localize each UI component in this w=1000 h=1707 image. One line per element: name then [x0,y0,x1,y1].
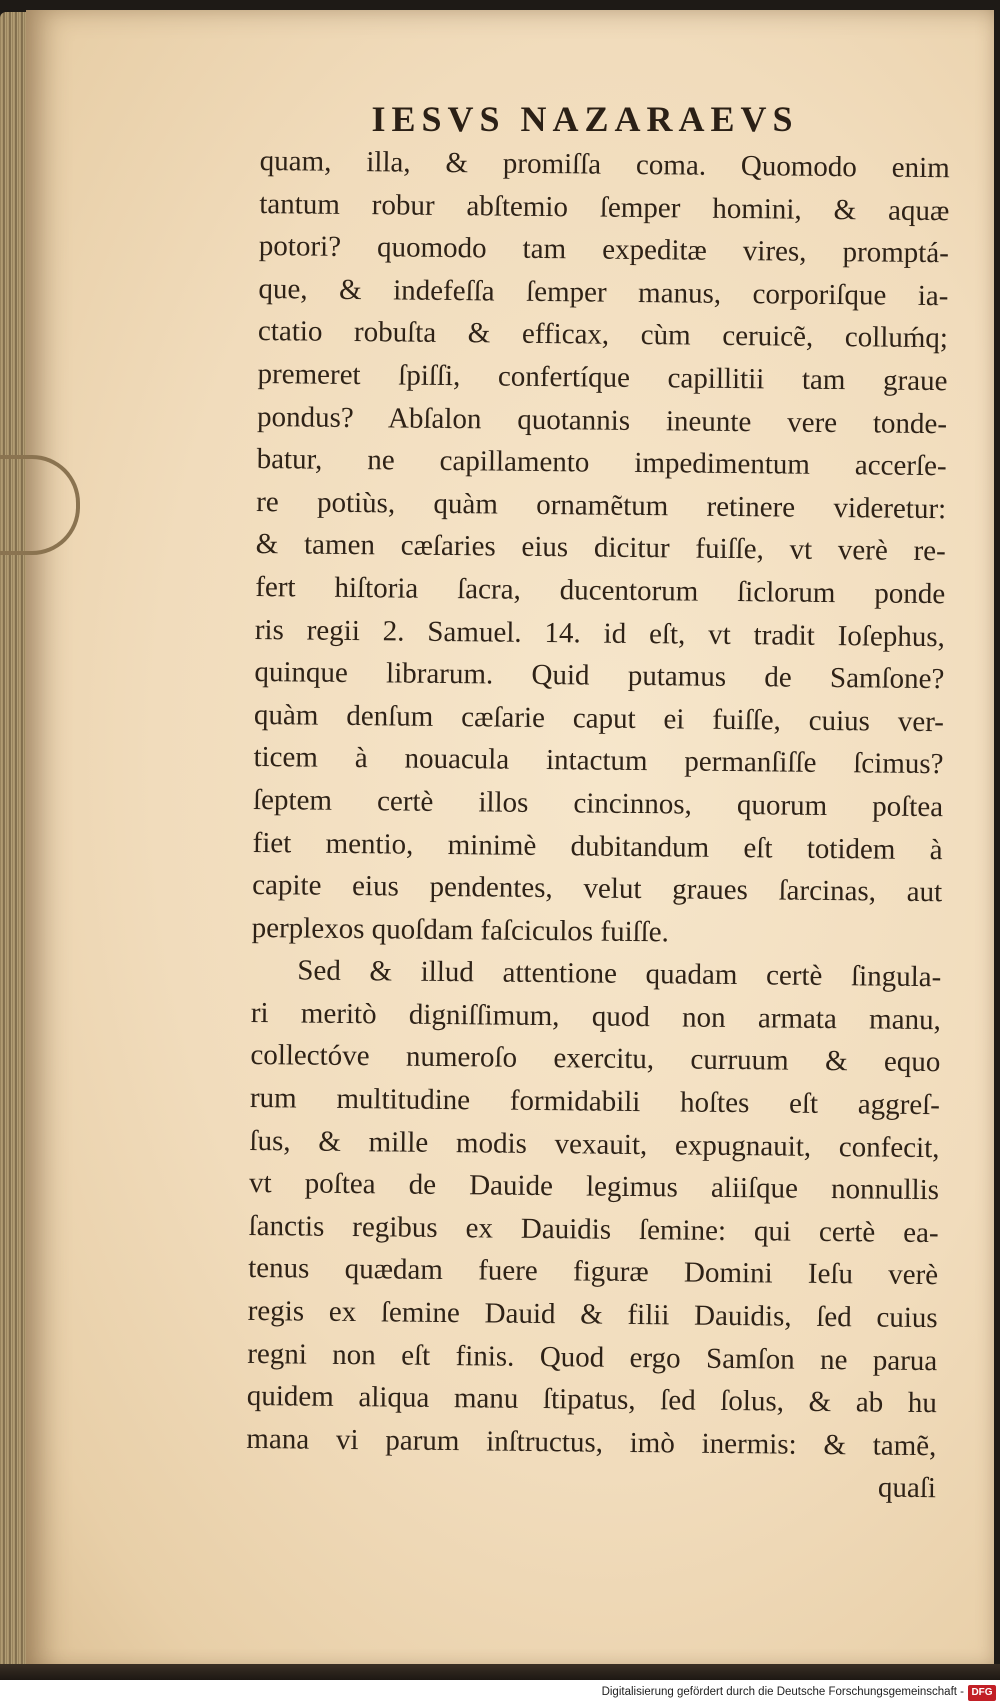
text-line: tenus quædam fuere figuræ Domini Ieſu verè [248,1252,939,1292]
dfg-logo: DFG [968,1685,996,1701]
text-line: quam, illa, & promiſſa coma. Quomodo enim [259,144,950,185]
catchword: quaſi [877,1471,937,1505]
text-line: perplexos quoſdam faſciculos fuiſſe. [251,911,670,949]
text-line: ſanctis regibus ex Dauidis ſemine: qui certè ea- [248,1209,939,1250]
text-line: ris regii 2. Samuel. 14. id eſt, vt tradit Ioſephus, [254,613,946,653]
text-line: collectóve numeroſo exercitu, curruum & equo [250,1039,941,1079]
text-line: regis ex ſemine Dauid & filii Dauidis, ſed cuius [247,1294,938,1335]
text-line: ſus, & mille modis vexauit, expugnauit, confecit, [249,1124,940,1164]
text-line: potori? quomodo tam expeditæ vires, promptá- [258,230,950,270]
text-line: quàm denſum cæſarie caput ei fuiſſe, cuius ver- [253,698,945,738]
text-line: ticem à nouacula intactum permanſiſſe ſcimus? [253,741,944,781]
text-line: ſeptem certè illos cincinnos, quorum poſtea [252,783,944,824]
paragraph-start-line: Sed & illud attentione quadam certè ſingula- [297,954,942,994]
text-line: rum multitudine formidabili hoſtes eſt aggreſ- [249,1082,941,1122]
text-line: tantum robur abſtemio ſemper homini, & aquæ [259,187,950,227]
text-line: regni non eſt finis. Quod ergo Samſon ne parua [247,1337,938,1377]
text-line: pondus? Abſalon quotannis ineunte vere tonde- [256,400,948,440]
text-line: que, & indefeſſa ſemper manus, corporiſque ia- [258,272,949,312]
page-bottom-shadow [0,1664,1000,1680]
text-line: fert hiſtoria ſacra, ducentorum ſiclorum ponde [255,570,946,611]
running-head: IESVS NAZARAEVS [371,99,799,139]
text-line: ctatio robuſta & efficax, cùm ceruicẽ, colluḿq; [257,315,949,355]
text-line: & tamen cæſaries eius dicitur fuiſſe, vt verè re- [255,528,946,568]
text-line: capite eius pendentes, velut graues ſarcinas, aut [252,869,943,909]
text-line: premeret ſpiſſi, confertíque capillitii tam graue [257,357,948,398]
footer-bar [0,1680,1000,1707]
text-line: re potiùs, quàm ornamẽtum retinere videretur: [256,485,947,525]
body-text [246,140,950,1510]
digitization-credit: Digitalisierung gefördert durch die Deutsche Forschungsgemeinschaft - [601,1686,964,1698]
text-line: ri meritò digniſſimum, quod non armata manu, [250,996,941,1037]
text-line: quidem aliqua manu ſtipatus, ſed ſolus, & ab hu [246,1380,937,1420]
text-line: quinque librarum. Quid putamus de Samſone? [254,656,945,696]
text-line: vt poſtea de Dauide legimus aliiſque nonnullis [248,1167,940,1207]
text-line: batur, ne capillamento impedimentum accerſe- [256,443,947,483]
text-line: fiet mentio, minimè dubitandum eſt totidem à [252,826,943,866]
text-line: mana vi parum inſtructus, imò inermis: & tamẽ, [246,1422,937,1462]
